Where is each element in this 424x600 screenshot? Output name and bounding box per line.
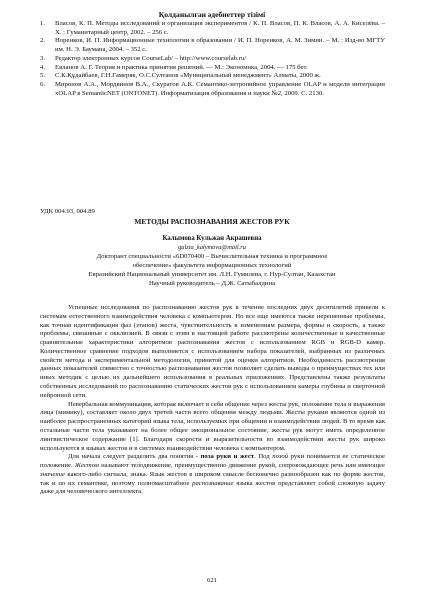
reference-item bbox=[40, 55, 385, 64]
reference-text: Редактор электронных курсов CourseLab/ – http://www.courselab.ru/ bbox=[55, 54, 247, 62]
reference-text: Миронов А.А., Мордвинов В.А., Скуратов А.К. Семантико-энтропийное управление OLAP и модели интеграции xOLAP в SemanticNET (ONTONET). Информатизация образования и науки №2, 2009. С. 2130. bbox=[55, 80, 385, 97]
references-list bbox=[40, 20, 385, 98]
body-paragraph bbox=[40, 453, 385, 497]
reference-number: 2. bbox=[40, 37, 46, 45]
article-title: МЕТОДЫ РАСПОЗНАВАНИЯ ЖЕСТОВ РУК bbox=[134, 217, 290, 226]
affiliation-line: Научный руководитель – Д.Ж. Сатыбалдина bbox=[148, 279, 276, 287]
reference-item bbox=[40, 64, 385, 73]
body-paragraph: Успешные исследования по распознаванию жестов рук в течение последних двух десятилетий привели к системам естественного взаимодействия человека с компьютером. Но все еще имеются также нерешенные проблемы, как точная идентификация фаз (этапов) жеста, чувствительность к изменениям размера, формы и скорость, а также проблемы, связанные с окклюзией. В связи с этим в настоящей работе рассмотрены количественные и качественные сравнительные характеристики алгоритмов распознавания жестов с использованием RGB и RGB-D камер. Количественное сравнение подходов выполняется с использованием набора показателей, выбранных из различных свойств метода и экспериментальной методологии, принятой для оценки алгоритмов. Необходимость рассмотрения данных показателей совместно с точностью распознавания жестов позволяет сделать выводы о преимуществах тех или иных методик с целью их дальнейшего использования в реальных приложениях. Представлены также результаты собственных исследований по распознаванию статических жестов рук с использованием камеры глубины и сверточной нейронной сети. bbox=[40, 304, 385, 399]
author-email: gulzia_kalymova@mail.ru bbox=[178, 244, 246, 251]
italic-term: Жестом bbox=[74, 462, 99, 470]
text-run: языка жестов представляет собой сложную задачу даже для человеческого интеллекта. bbox=[40, 479, 385, 496]
body-paragraph: Невербальная коммуникация, которая включает в себя общение через жесты рук, положение тела и выражения лица (мимику), составляет около двух третей части всего общения между людьми. Жесты руками являются одной из наиболее распространенных категорий языка тела, используемых при общении и взаимодействии людей. В то время как остальные части тела указывают на более общее эмоциональное состояние, жесты рук могут иметь определенное лингвистическое содержание [1]. Благодаря скорости и выразительности во взаимодействии жесты рук широко используются в языках жестов и в системах взаимодействия человека с компьютером. bbox=[40, 400, 385, 452]
reference-text: Норенков, И. П. Информационные технологии в образовании / И. П. Норенков, А. М. Зимин. – М. : Изд-во МГТУ им. Н. Э. Баумана, 2004. – 352 с. bbox=[55, 37, 385, 54]
reference-text: С.К.Құдайбаев, Г.Н.Гамеряк, О.С.Султанов «Муниципальный менеджмент» Алматы, 2000 ж. bbox=[55, 72, 321, 80]
page-number: 621 bbox=[206, 577, 218, 584]
reference-number: 6. bbox=[40, 80, 46, 88]
article-body bbox=[40, 304, 385, 497]
affiliation-line: Докторант специальности «6D070400 – Вычислительная техника и программное bbox=[96, 253, 328, 260]
references-heading: Қолданылған әдебиеттер тізімі bbox=[158, 10, 266, 19]
affiliation-line: обеспечение» факультета информационных технологий bbox=[132, 261, 292, 269]
text-run: руки понимается ее статическое положение. bbox=[40, 453, 386, 470]
text-run: Для начала следует разделить два понятия - bbox=[68, 453, 201, 461]
reference-text: Власов, К. П. Методы исследований и организация экспериментов / К. П. Власов, П. К. Власов, А. А. Киселёва. – Х. : Гуманитарный центр, 2002. – 256 с. bbox=[55, 20, 385, 36]
text-run: какого-либо сигнала, знака. Язык жестов в широком смысле бесконечно разнообразен как по форме жестов, так и по их семантике, поэтому полномасштабное bbox=[40, 470, 385, 487]
reference-item bbox=[40, 72, 385, 81]
reference-text: Евланов А. Г. Теория и практика принятия решений. — М.: Экономика, 2004. — 175 бет. bbox=[55, 63, 308, 71]
reference-item bbox=[40, 81, 385, 98]
author-affiliation bbox=[52, 253, 372, 289]
author-name: Калымова Кульжан Акрашевна bbox=[162, 235, 262, 242]
text-run: называют телодвижение, преимущественно движение рукой, сопровождающее речь или имеющее bbox=[98, 462, 385, 470]
text-run: . Под bbox=[254, 453, 273, 461]
reference-number: 4. bbox=[40, 63, 46, 71]
udc-code: УДК 004.93, 004.89 bbox=[40, 208, 95, 215]
reference-item bbox=[40, 37, 385, 54]
italic-term: значение bbox=[40, 470, 65, 478]
bold-term: поза руки и жест bbox=[200, 453, 255, 461]
reference-number: 5. bbox=[40, 72, 46, 80]
reference-number: 3. bbox=[40, 54, 46, 62]
affiliation-line: Евразийский Национальный университет им. Л.Н. Гумилева, г. Нур-Султан, Казахстан bbox=[88, 270, 336, 278]
italic-term: распознавание bbox=[192, 479, 234, 487]
reference-number: 1. bbox=[40, 20, 46, 27]
italic-term: позой bbox=[272, 453, 289, 461]
reference-item bbox=[40, 20, 385, 37]
